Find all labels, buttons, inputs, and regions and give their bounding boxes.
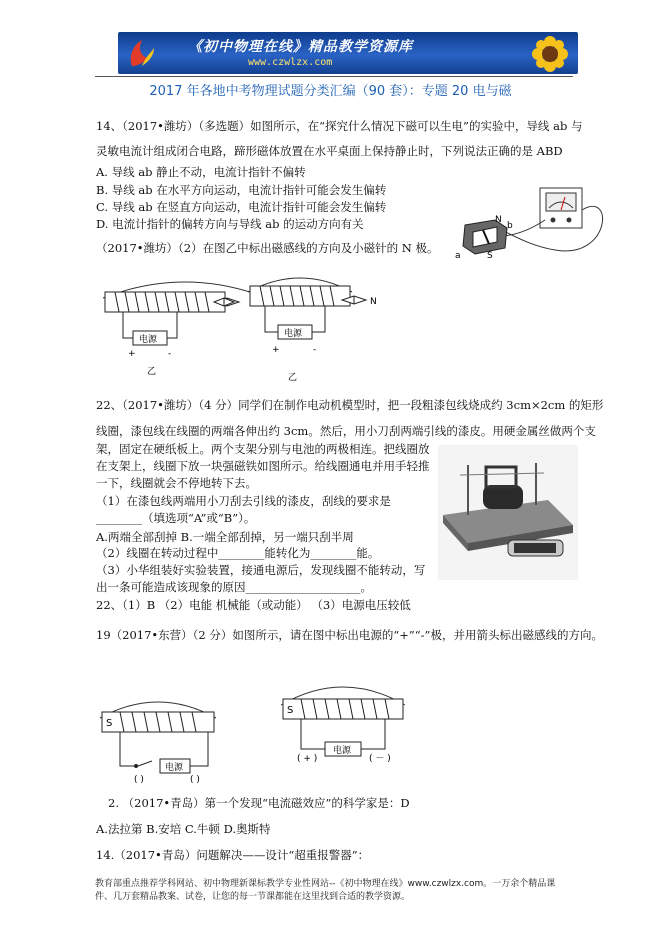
banner-title: 《初中物理在线》精品教学资源库	[188, 39, 413, 55]
q19-left-paren-l: ( )	[134, 775, 144, 785]
header-banner	[118, 32, 578, 74]
q22-sub1b: ________（填选项“A”或“B”）。	[96, 511, 256, 525]
q14-label-n: N	[495, 215, 502, 225]
footer-line1: 教育部重点推荐学科网站、初中物理新课标教学专业性网站--《初中物理在线》www.czwlzx.com。一万余个精品课	[95, 879, 556, 889]
q2-options: A.法拉第 B.安培 C.牛顿 D.奥斯特	[96, 822, 271, 836]
q14-label-b: b	[507, 221, 513, 231]
wf-left-plus: +	[128, 349, 136, 359]
banner-url[interactable]: www.czwlzx.com	[248, 57, 333, 68]
q22-sub2: （2）线圈在转动过程中________能转化为________能。	[96, 546, 380, 560]
q14-option-c: C. 导线 ab 在竖直方向运动，电流计指针可能会发生偏转	[96, 200, 387, 214]
q22-answer: 22、（1）B （2）电能 机械能（或动能） （3）电源电压较低	[96, 598, 411, 612]
wf-right-caption: 乙	[288, 373, 298, 383]
q19-left-paren-r: ( )	[190, 775, 200, 785]
document-title: 2017 年各地中考物理试题分类汇编（90 套）：专题 20 电与磁	[149, 84, 512, 99]
q22-line3: 架，固定在硬纸板上。两个支架分别与电池的两极相连。把线圈放	[96, 442, 430, 456]
q19-fig-right	[275, 675, 415, 765]
q14-option-d: D. 电流计指针的偏转方向与导线 ab 的运动方向有关	[96, 217, 364, 231]
q22-sub1a: （1）在漆包线两端用小刀刮去引线的漆皮，刮线的要求是	[96, 494, 391, 508]
q19-left-source: 电源	[165, 763, 184, 773]
q19-fig-left	[98, 690, 228, 785]
wf-right-n-label: N	[370, 297, 377, 307]
q14-line2: 灵敏电流计组成闭合电路，蹄形磁体放置在水平桌面上保持静止时，下列说法正确的是 ABD	[96, 144, 563, 158]
q19-text: 19（2017•东营）（2 分）如图所示，请在图中标出电源的“+”“-”极，并用箭头标出磁感线的方向。	[96, 628, 603, 642]
q22-line5: 一下，线圈就会不停地转下去。	[96, 476, 257, 490]
sunflower-icon	[530, 34, 570, 74]
q19-right-minus: ( － )	[369, 754, 391, 764]
q22-line4: 在支架上，线圈下放一块强磁铁如图所示。给线圈通电并用手轻推	[96, 459, 430, 473]
q-weifang2-text: （2017•潍坊）（2）在图乙中标出磁感线的方向及小磁针的 N 极。	[96, 241, 439, 255]
wf-right-minus: -	[313, 345, 317, 355]
footer	[95, 878, 575, 904]
q22-sub1-options: A.两端全部刮掉 B.一端全部刮掉，另一端只刮半周	[96, 530, 354, 544]
q22-line2: 线圈，漆包线在线圈的两端各伸出约 3cm。然后，用小刀刮两端引线的漆皮。用硬金属丝做两个支	[96, 424, 596, 438]
q22-sub3b: 出一条可能造成该现象的原因____________________。	[96, 580, 372, 594]
q14-galvanometer-figure	[445, 170, 620, 270]
q14b-text: 14.（2017•青岛）问题解决——设计“超重报警器”：	[96, 848, 370, 862]
wf-left-minus: -	[168, 349, 172, 359]
footer-line2: 件、几万套精品教案、试卷，让您的每一节课都能在这里找到合适的教学资源。	[95, 892, 411, 902]
q22-motor-photo	[438, 445, 578, 580]
wf-left-caption: 乙	[147, 367, 157, 377]
q14-label-a: a	[455, 251, 461, 261]
header-rule	[95, 76, 573, 77]
q19-left-s: S	[106, 718, 113, 729]
site-logo-icon	[124, 36, 158, 70]
q14-label-s: S	[487, 251, 493, 261]
q19-right-plus: ( + )	[297, 754, 318, 764]
q14-option-a: A. 导线 ab 静止不动，电流计指针不偏转	[96, 165, 306, 179]
q2-text: 2. （2017•青岛）第一个发现“电流磁效应”的科学家是：D	[108, 796, 410, 810]
q19-right-s: S	[287, 705, 294, 716]
wf-right-source: 电源	[284, 329, 303, 339]
q22-sub3a: （3）小华组装好实验装置，接通电源后，发现线圈不能转动，写	[96, 563, 426, 577]
weifang-fig-right	[210, 270, 390, 385]
q14-option-b: B. 导线 ab 在水平方向运动，电流计指针可能会发生偏转	[96, 183, 387, 197]
wf-right-plus: +	[272, 345, 280, 355]
q19-right-source: 电源	[333, 746, 352, 756]
q14-line1: 14、（2017•潍坊）（多选题）如图所示，在“探究什么情况下磁可以生电”的实验中，导线 ab 与	[96, 119, 583, 133]
wf-left-source: 电源	[139, 335, 158, 345]
q22-line1: 22、（2017•潍坊）（4 分）同学们在制作电动机模型时，把一段粗漆包线烧成约 3cm×2cm 的矩形	[96, 398, 604, 412]
